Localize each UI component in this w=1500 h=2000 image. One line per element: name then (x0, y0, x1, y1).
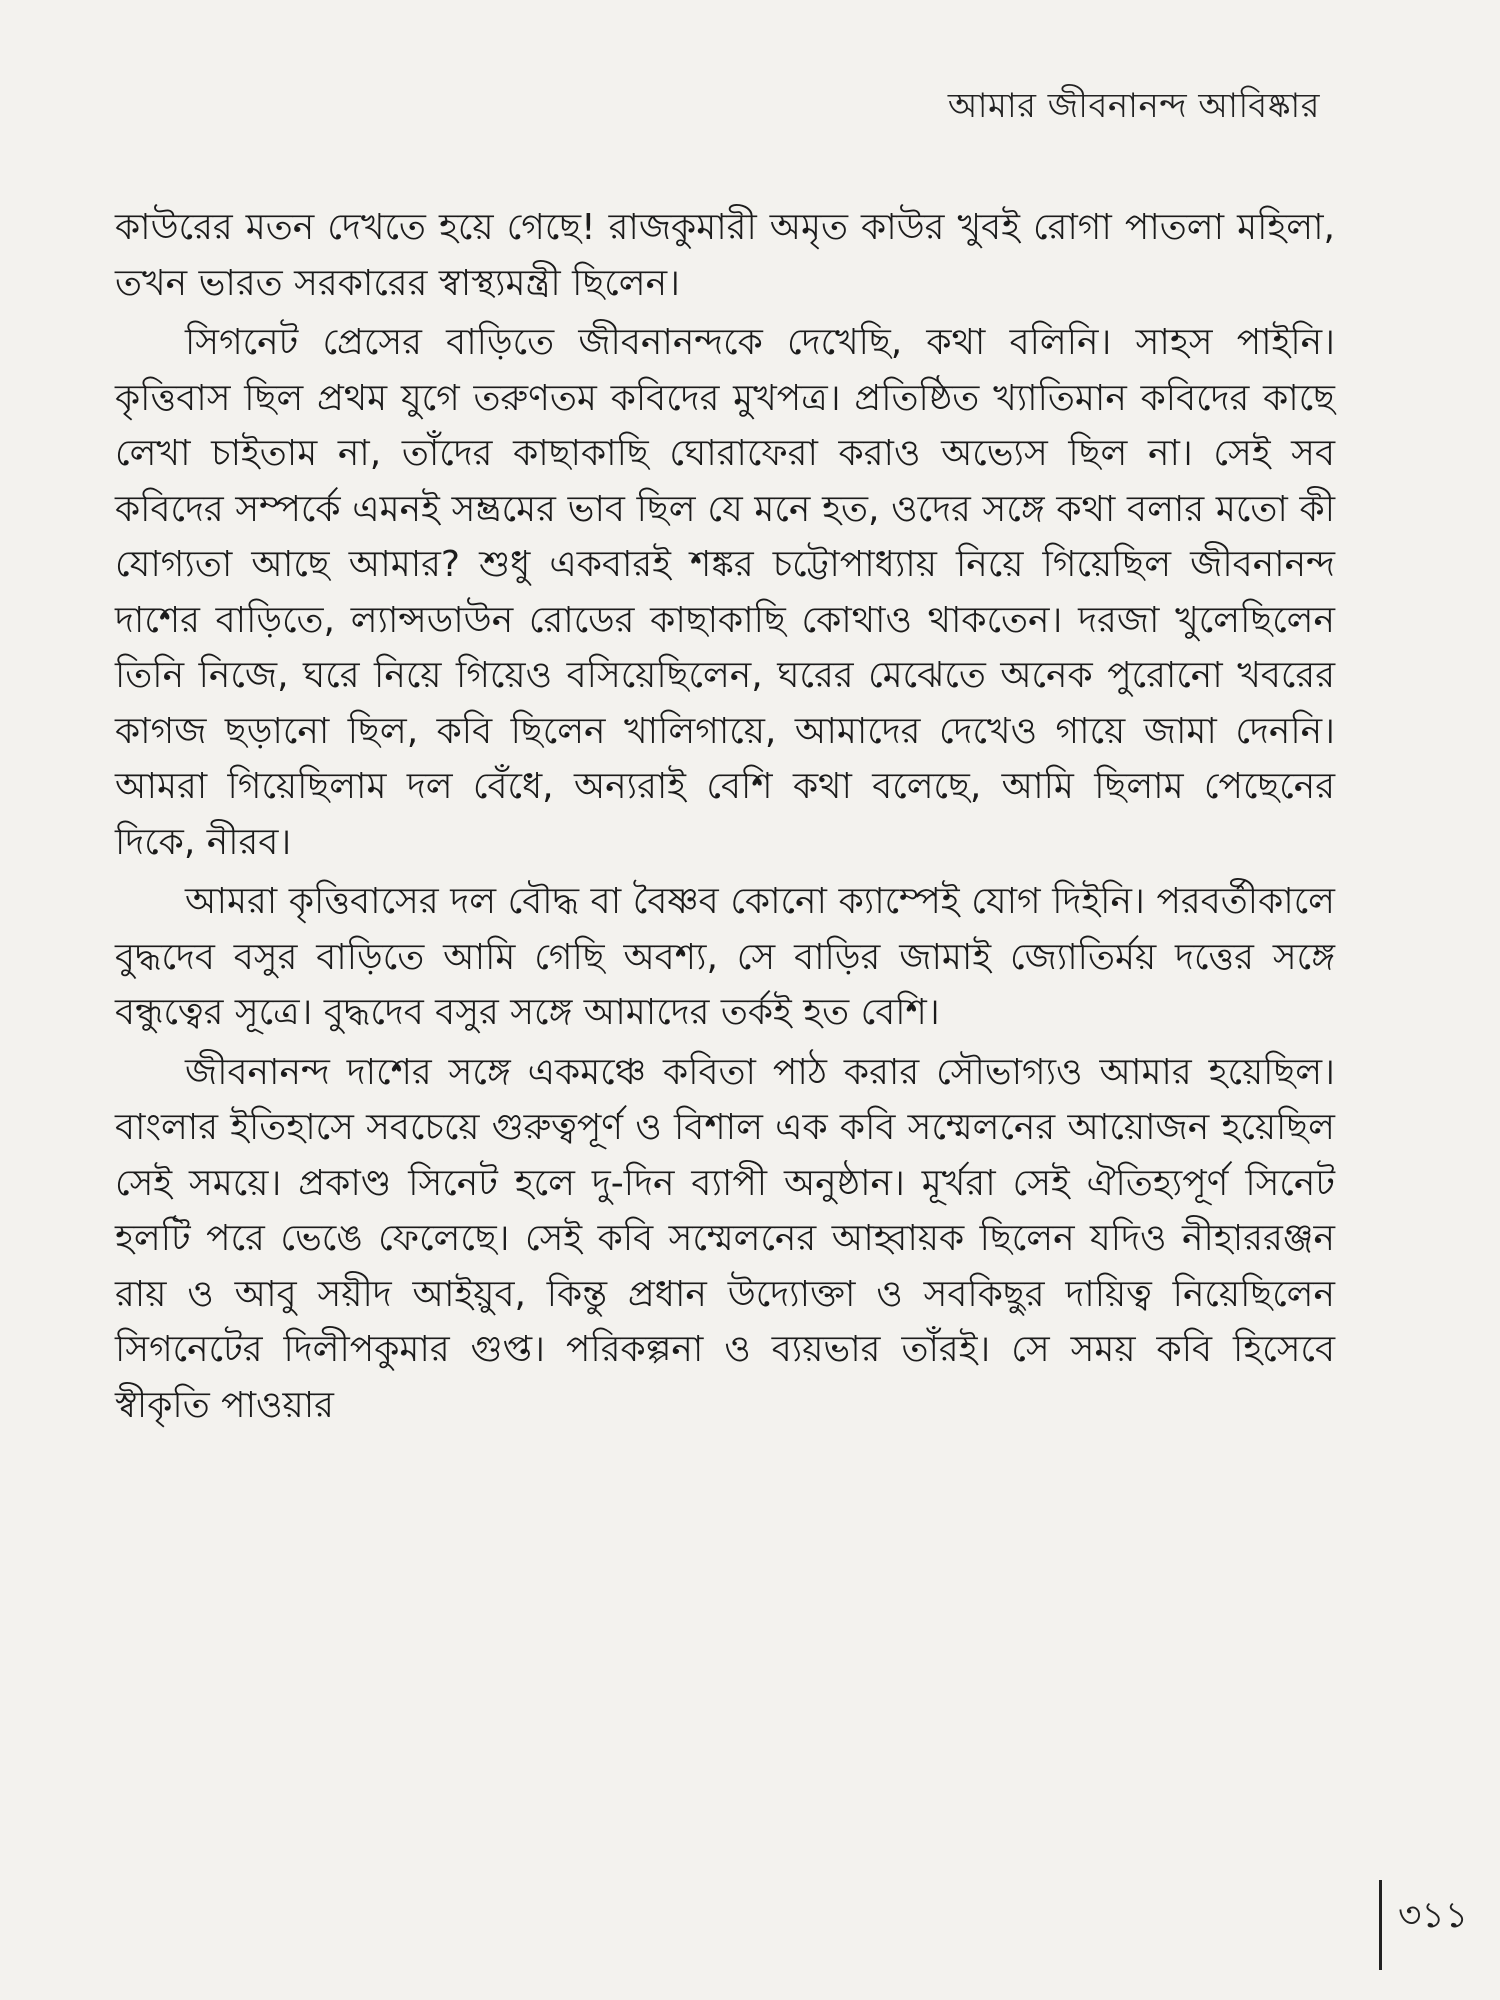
body-text (115, 200, 1335, 1433)
running-head: আমার জীবনানন্দ আবিষ্কার (947, 86, 1320, 126)
page-number-rule (1379, 1880, 1382, 1970)
paragraph-3: আমরা কৃত্তিবাসের দল বৌদ্ধ বা বৈষ্ণব কোনো ক্যাম্পেই যোগ দিইনি। পরবর্তীকালে বুদ্ধদেব বসুর বাড়িতে আমি গেছি অবশ্য, সে বাড়ির জামাই জ্যোতির্ময় দত্তের সঙ্গে বন্ধুত্বের সূত্রে। বুদ্ধদেব বসুর সঙ্গে আমাদের তর্কই হত বেশি। (115, 881, 1335, 1033)
paragraph-1: কাউরের মতন দেখতে হয়ে গেছে! রাজকুমারী অমৃত কাউর খুবই রোগা পাতলা মহিলা, তখন ভারত সরকারের স্বাস্থ্যমন্ত্রী ছিলেন। (115, 207, 1335, 304)
paragraph-2: সিগনেট প্রেসের বাড়িতে জীবনানন্দকে দেখেছি, কথা বলিনি। সাহস পাইনি। কৃত্তিবাস ছিল প্রথম যুগে তরুণতম কবিদের মুখপত্র। প্রতিষ্ঠিত খ্যাতিমান কবিদের কাছে লেখা চাইতাম না, তাঁদের কাছাকাছি ঘোরাফেরা করাও অভ্যেস ছিল না। সেই সব কবিদের সম্পর্কে এমনই সম্ভ্রমের ভাব ছিল যে মনে হত, ওদের সঙ্গে কথা বলার মতো কী যোগ্যতা আছে আমার? শুধু একবারই শঙ্কর চট্টোপাধ্যায় নিয়ে গিয়েছিল জীবনানন্দ দাশের বাড়িতে, ল্যান্সডাউন রোডের কাছাকাছি কোথাও থাকতেন। দরজা খুলেছিলেন তিনি নিজে, ঘরে নিয়ে গিয়েও বসিয়েছিলেন, ঘরের মেঝেতে অনেক পুরোনো খবরের কাগজ ছড়ানো ছিল, কবি ছিলেন খালিগায়ে, আমাদের দেখেও গায়ে জামা দেননি। আমরা গিয়েছিলাম দল বেঁধে, অন্যরাই বেশি কথা বলেছে, আমি ছিলাম পেছেনের দিকে, নীরব। (115, 322, 1335, 863)
page-number: ৩১১ (1398, 1895, 1469, 1936)
paragraph-4: জীবনানন্দ দাশের সঙ্গে একমঞ্চে কবিতা পাঠ করার সৌভাগ্যও আমার হয়েছিল। বাংলার ইতিহাসে সবচেয়ে গুরুত্বপূর্ণ ও বিশাল এক কবি সম্মেলনের আয়োজন হয়েছিল সেই সময়ে। প্রকাণ্ড সিনেট হলে দু-দিন ব্যাপী অনুষ্ঠান। মূর্খরা সেই ঐতিহ্যপূর্ণ সিনেট হলটি পরে ভেঙে ফেলেছে। সেই কবি সম্মেলনের আহ্বায়ক ছিলেন যদিও নীহাররঞ্জন রায় ও আবু সয়ীদ আইয়ুব, কিন্তু প্রধান উদ্যোক্তা ও সবকিছুর দায়িত্ব নিয়েছিলেন সিগনেটের দিলীপকুমার গুপ্ত। পরিকল্পনা ও ব্যয়ভার তাঁরই। সে সময় কবি হিসেবে স্বীকৃতি পাওয়ার (115, 1051, 1335, 1426)
